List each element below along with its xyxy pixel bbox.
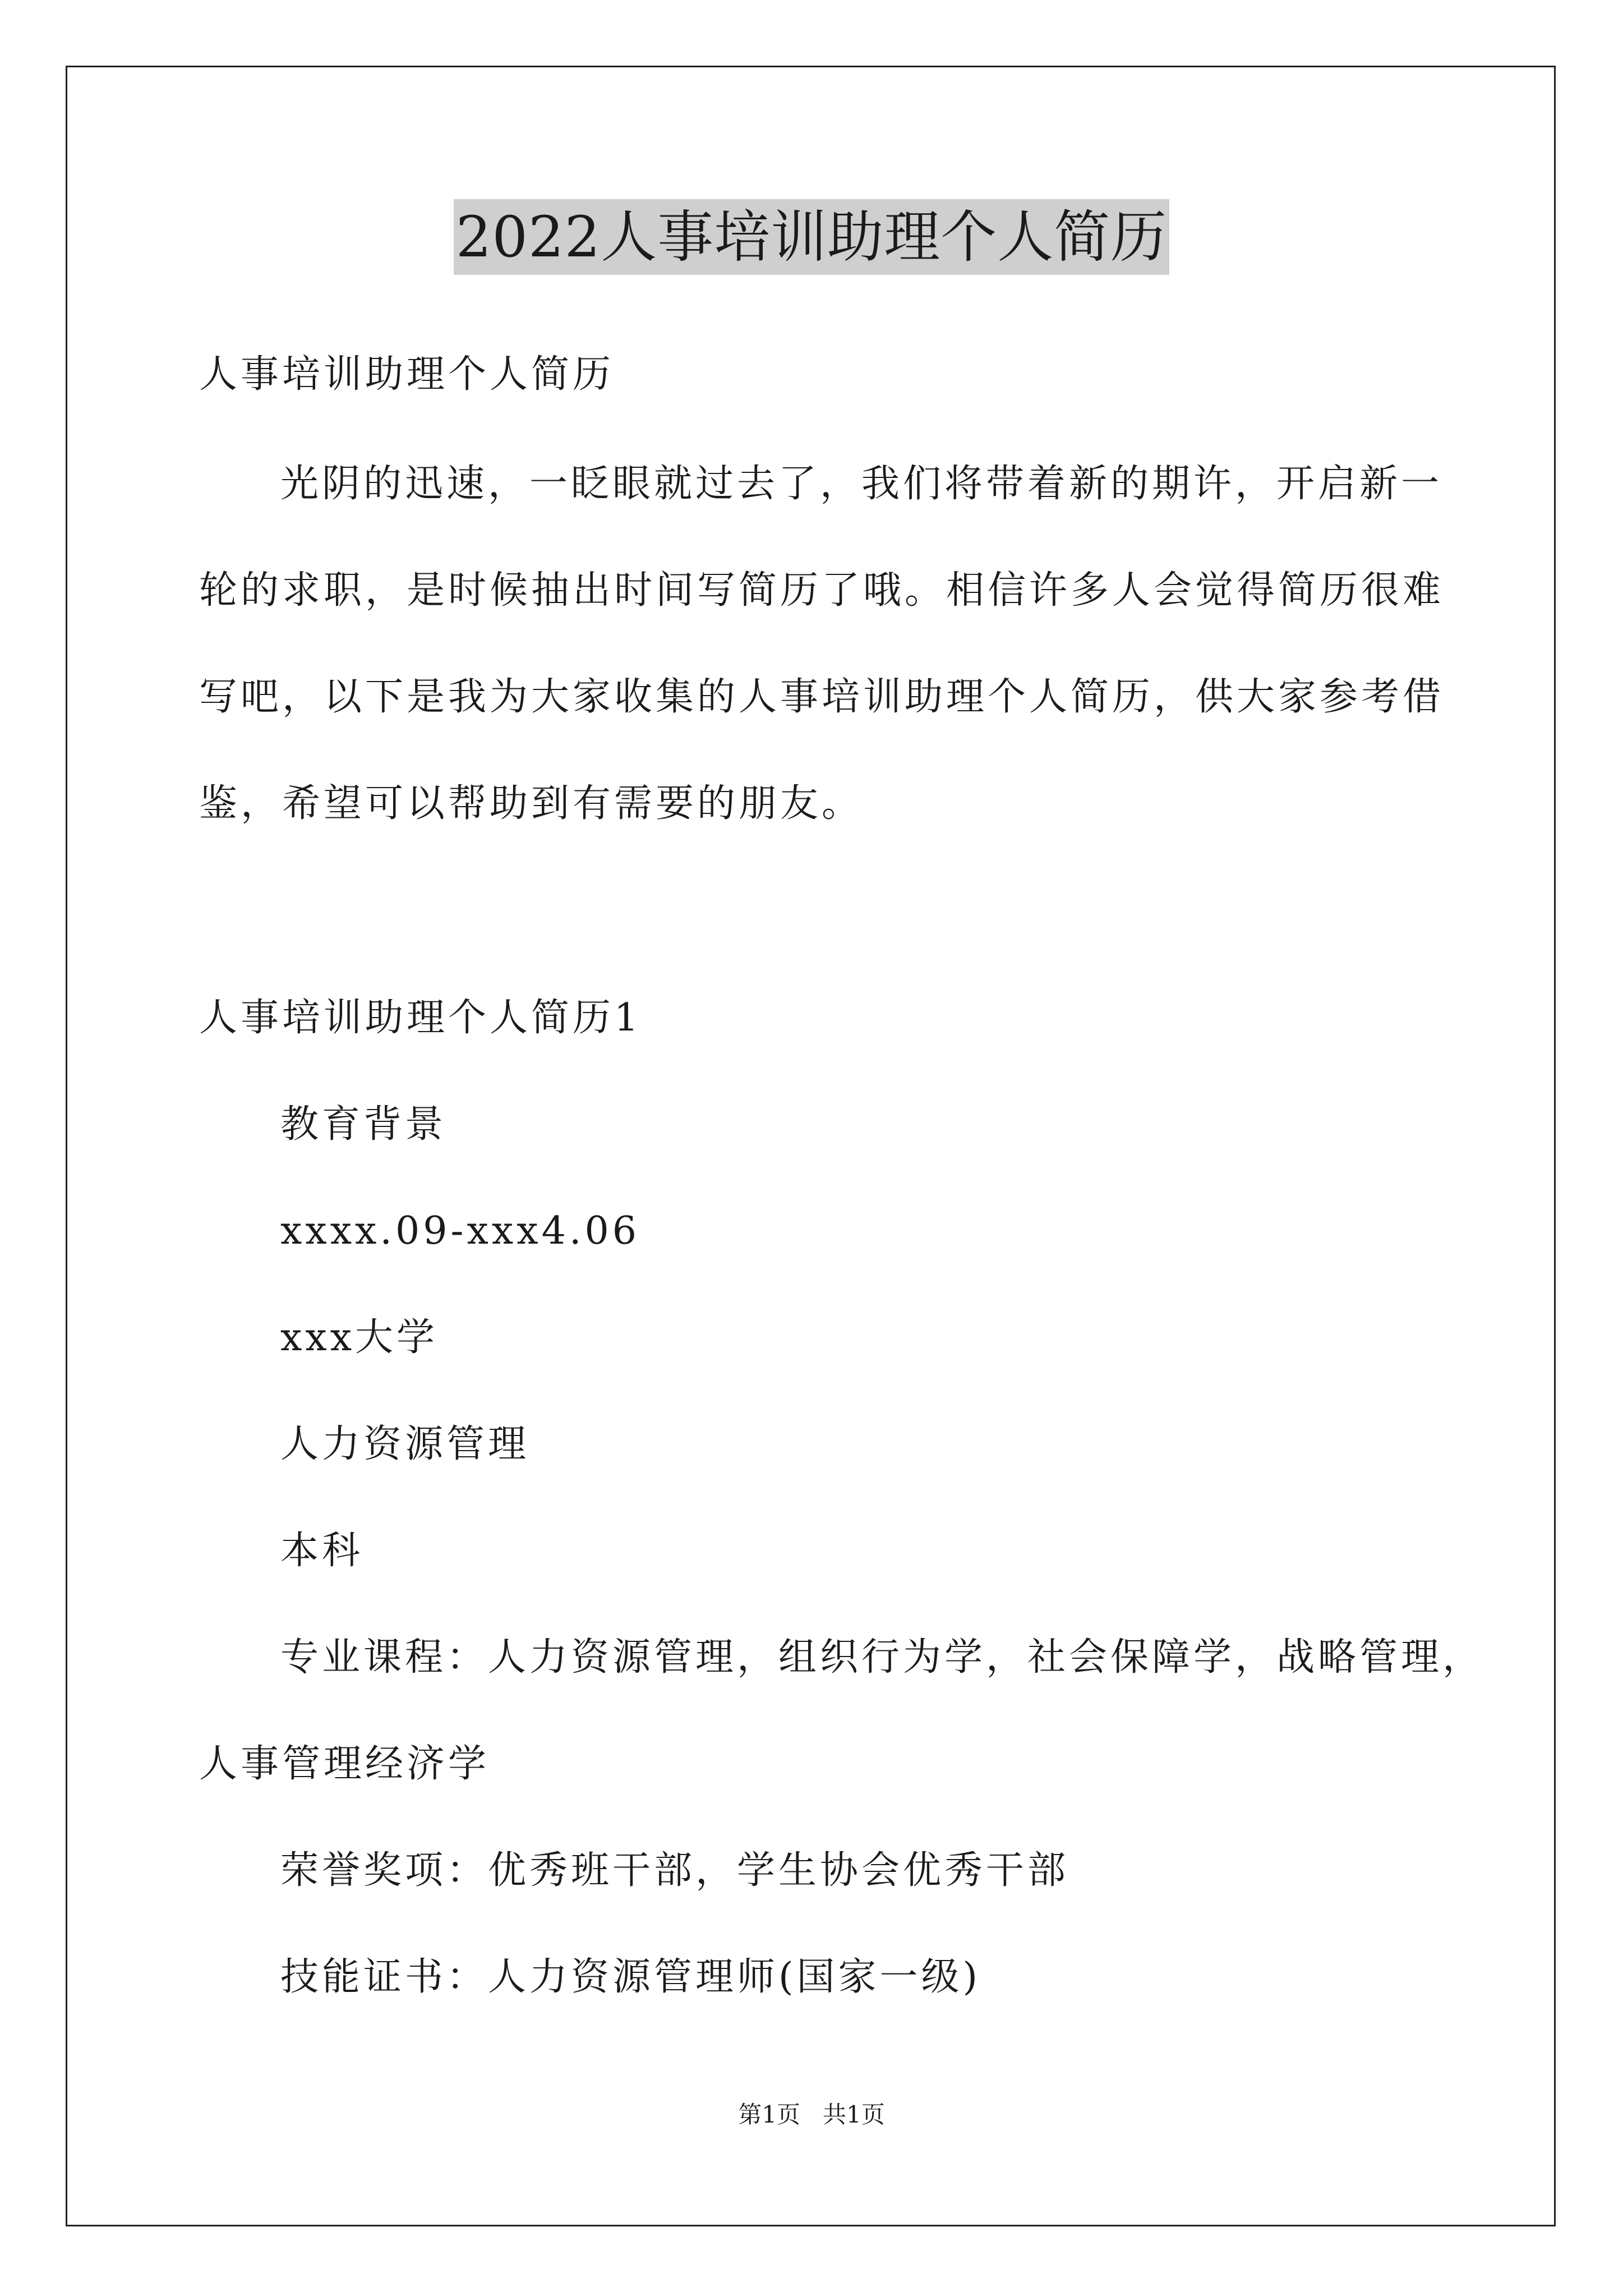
education-major: 人力资源管理 [280,1422,530,1466]
courses-line-2: 人事管理经济学 [199,1742,490,1786]
intro-line-2: 轮的求职，是时候抽出时间写简历了哦。相信许多人会觉得简历很难 [199,568,1445,613]
title-container [0,199,1623,275]
document-title: 2022人事培训助理个人简历 [454,199,1170,275]
courses-line-1: 专业课程：人力资源管理，组织行为学，社会保障学，战略管理， [280,1635,1484,1680]
section-heading: 人事培训助理个人简历1 [199,996,642,1040]
document-subtitle: 人事培训助理个人简历 [199,352,615,397]
education-school: xxx大学 [280,1315,439,1360]
intro-line-3: 写吧，以下是我为大家收集的人事培训助理个人简历，供大家参考借 [199,675,1445,719]
certificates-line: 技能证书：人力资源管理师(国家一级) [280,1955,981,1999]
page-footer: 第1页 共1页 [738,2101,885,2128]
intro-line-4: 鉴，希望可以帮助到有需要的朋友。 [199,781,864,826]
intro-line-1: 光阴的迅速，一眨眼就过去了，我们将带着新的期许，开启新一 [280,462,1443,506]
education-period: xxxx.09-xxx4.06 [280,1209,640,1253]
education-heading: 教育背景 [280,1102,447,1147]
education-degree: 本科 [280,1529,364,1573]
honors-line: 荣誉奖项：优秀班干部，学生协会优秀干部 [280,1848,1069,1893]
